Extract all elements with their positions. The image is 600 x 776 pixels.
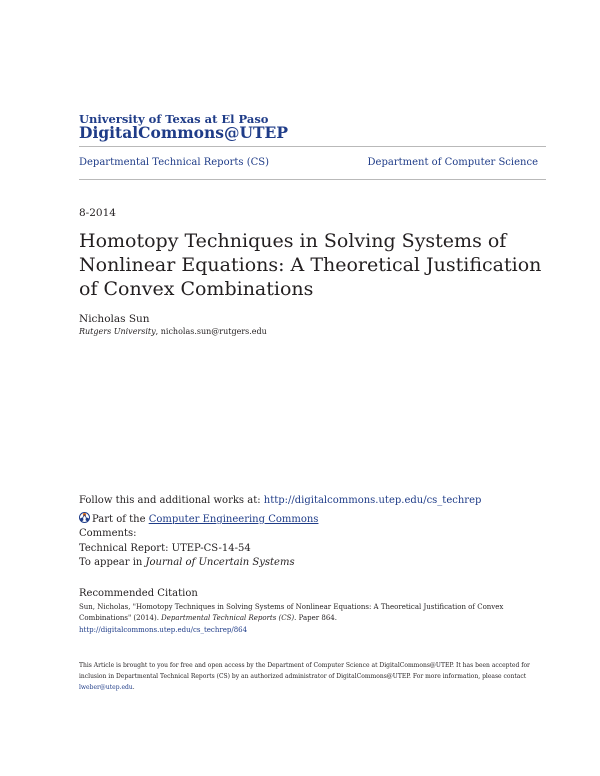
affiliation-institution: Rutgers University xyxy=(79,327,156,336)
citation-series: Departmental Technical Reports (CS). xyxy=(161,614,297,622)
computer-engineering-commons-link[interactable]: Computer Engineering Commons xyxy=(148,514,319,525)
footer-line-1: This Article is brought to you for free and open access by the Department of Computer Science at DigitalCommons@UTEP. It has been accepted for xyxy=(79,662,530,669)
author-name: Nicholas Sun xyxy=(79,313,150,325)
repository-name[interactable]: DigitalCommons@UTEP xyxy=(79,123,288,142)
part-of-line xyxy=(79,512,318,525)
footer-line-2: inclusion in Departmental Technical Reports (CS) by an authorized administrator of DigitalCommons@UTEP. For more information, please contact xyxy=(79,673,527,680)
author-affiliation xyxy=(79,327,267,336)
follow-url-link[interactable]: http://digitalcommons.utep.edu/cs_techrep xyxy=(263,495,482,506)
citation-line-2 xyxy=(79,614,337,622)
journal-name: Journal of Uncertain Systems xyxy=(145,557,295,568)
citation-line-1: Sun, Nicholas, "Homotopy Techniques in Solving Systems of Nonlinear Equations: A Theoretical Justification of Convex xyxy=(79,603,504,611)
part-of-prefix: Part of the xyxy=(92,514,149,525)
citation-url-link[interactable]: http://digitalcommons.utep.edu/cs_techrep/864 xyxy=(79,626,248,634)
departmental-reports-link[interactable]: Departmental Technical Reports (CS) xyxy=(79,157,270,168)
citation-paper-number: Paper 864. xyxy=(296,614,337,622)
header-divider-top xyxy=(79,146,546,147)
recommended-citation-heading: Recommended Citation xyxy=(79,588,198,599)
follow-line xyxy=(79,495,481,506)
technical-report-number: Technical Report: UTEP-CS-14-54 xyxy=(79,543,251,554)
publication-date: 8-2014 xyxy=(79,207,116,219)
paper-title: Homotopy Techniques in Solving Systems of Nonlinear Equations: A Theoretical Justification of Convex Combinations xyxy=(79,230,542,300)
affiliation-email: , nicholas.sun@rutgers.edu xyxy=(155,327,267,336)
citation-prefix: Combinations" (2014). xyxy=(79,614,162,622)
header-divider-bottom xyxy=(79,179,546,180)
department-link[interactable]: Department of Computer Science xyxy=(367,157,538,168)
university-name: University of Texas at El Paso xyxy=(79,112,269,126)
footer-contact xyxy=(79,684,135,691)
follow-prefix: Follow this and additional works at: xyxy=(79,495,264,506)
contact-email-suffix: . xyxy=(132,684,135,691)
comments-label: Comments: xyxy=(79,528,137,539)
network-commons-icon xyxy=(79,512,90,523)
to-appear-line xyxy=(79,557,295,568)
contact-email-link[interactable]: lweber@utep.edu xyxy=(79,684,133,691)
to-appear-prefix: To appear in xyxy=(79,557,146,568)
